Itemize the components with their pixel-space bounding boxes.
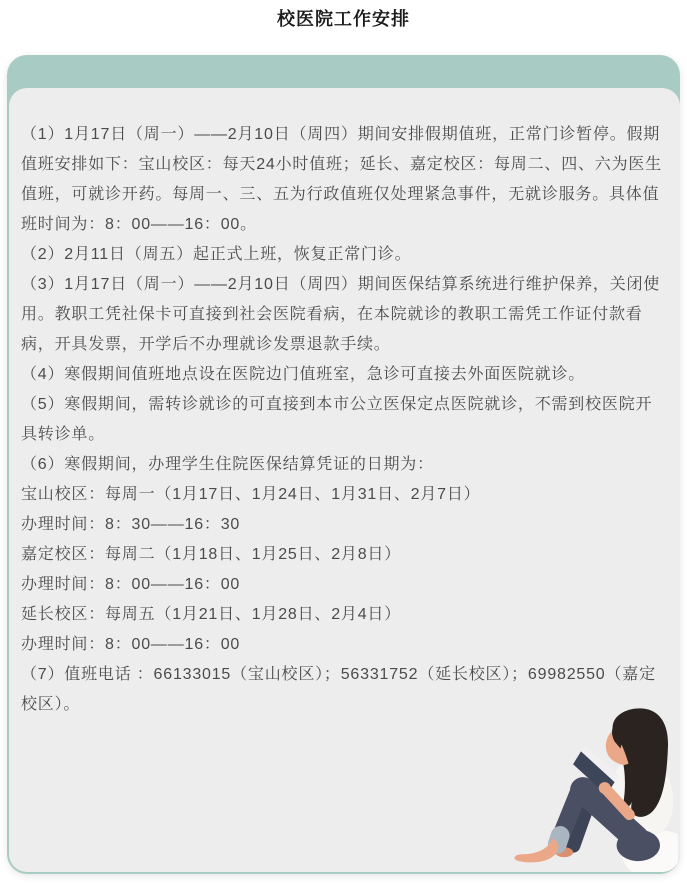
jeans-cuff-shape [557, 835, 560, 844]
notice-paragraph: （4）寒假期间值班地点设在医院边门值班室，急诊可直接去外面医院就诊。 [21, 366, 586, 383]
notice-paragraph: 办理时间：8：30——16：30 [21, 516, 241, 533]
notice-paragraph: （1）1月17日（周一）——2月10日（周四）期间安排假期值班，正常门诊暂停。假期值班安排如下：宝山校区：每天24小时值班；延长、嘉定校区：每周二、四、六为医生值班，可就诊开药。每周一、三、五为行政值班仅处理紧急事件，无就诊服务。具体值班时间为：8：00——16：00。 [21, 126, 662, 233]
notice-paragraph: 办理时间：8：00——16：00 [21, 576, 241, 593]
notice-paragraph: 宝山校区：每周一（1月17日、1月24日、1月31日、2月7日） [21, 486, 481, 503]
notice-paragraph: （6）寒假期间，办理学生住院医保结算凭证的日期为： [21, 456, 434, 473]
page-title: 校医院工作安排 [277, 9, 410, 29]
reading-girl-illustration [480, 704, 678, 872]
notice-paragraph: 办理时间：8：00——16：00 [21, 636, 241, 653]
notice-paragraph: （7）值班电话 ：66133015（宝山校区）；56331752（延长校区）；69982550（嘉定校区）。 [21, 666, 656, 713]
notice-paragraph: （5）寒假期间，需转诊就诊的可直接到本市公立医保定点医院就诊，不需到校医院开具转诊单。 [21, 396, 653, 443]
notice-paragraph: 延长校区：每周五（1月21日、1月28日、2月4日） [21, 606, 401, 623]
notice-card [7, 55, 680, 874]
notice-content [9, 88, 680, 720]
notice-paragraph: 嘉定校区：每周二（1月18日、1月25日、2月8日） [21, 546, 401, 563]
notice-paragraph: （2）2月11日（周五）起正式上班，恢复正常门诊。 [21, 246, 412, 263]
notice-paragraph: （3）1月17日（周一）——2月10日（周四）期间医保结算系统进行维护保养，关闭使用。教职工凭社保卡可直接到社会医院看病，在本院就诊的教职工需凭工作证付款看病，开具发票，开学后不办理就诊发票退款手续。 [21, 276, 661, 353]
foot-shape [515, 838, 559, 862]
hand-shape [599, 782, 611, 794]
card-body [9, 88, 680, 872]
